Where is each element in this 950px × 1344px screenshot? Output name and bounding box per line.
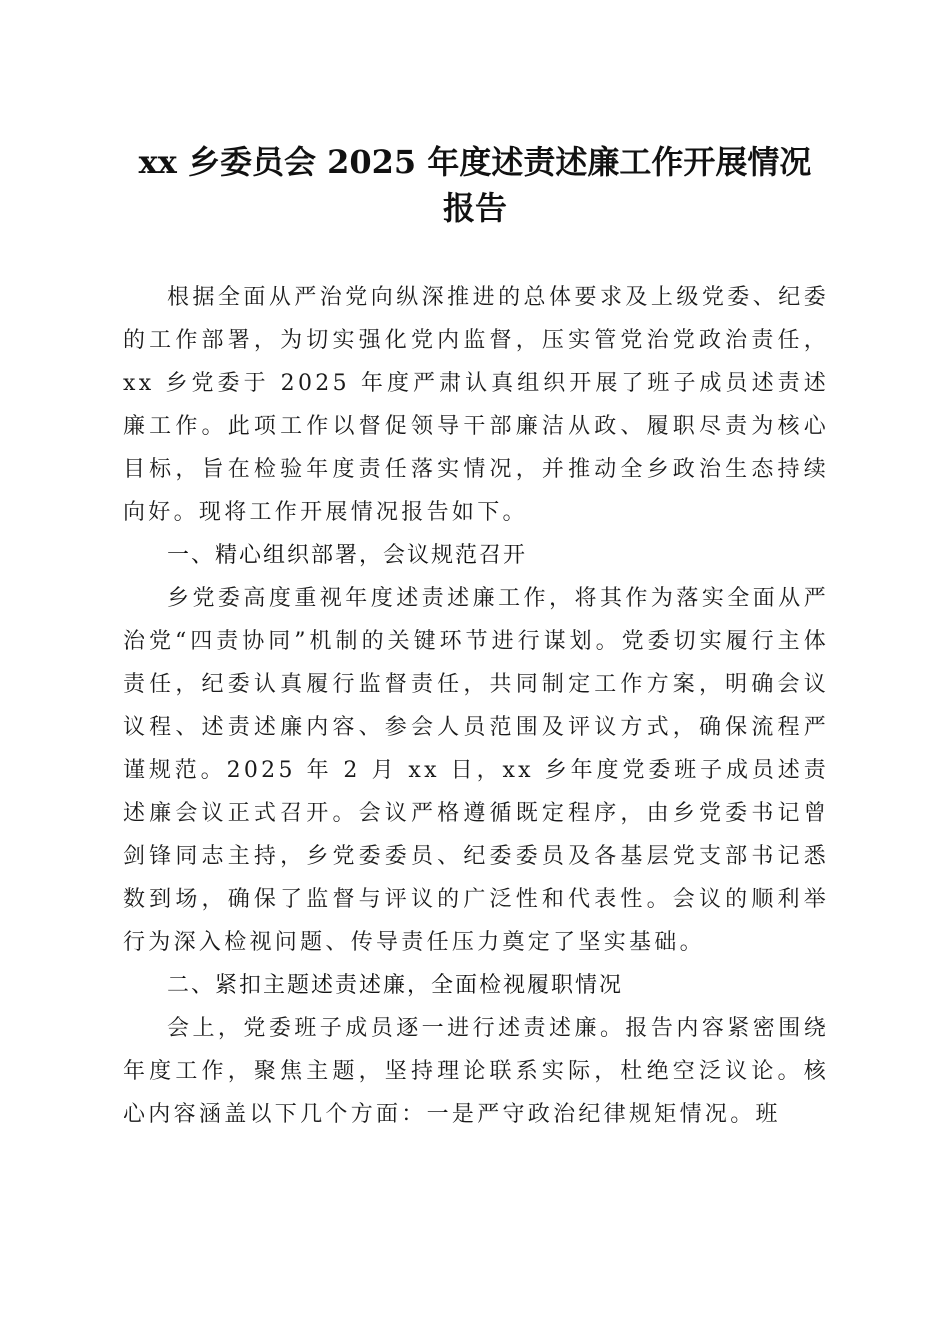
paragraph-intro: 根据全面从严治党向纵深推进的总体要求及上级党委、纪委的工作部署，为切实强化党内监督，压实管党治党政治责任，xx 乡党委于 2025 年度严肃认真组织开展了班子成员述责述廉工作。此项工作以督促领导干部廉洁从政、履职尽责为核心目标，旨在检验年度责任落实情况，并推动全乡政治生态持续向好。现将工作开展情况报告如下。 bbox=[123, 285, 829, 525]
document-title-line-2: 报告 bbox=[442, 189, 507, 227]
section-heading-2: 二、紧扣主题述责述廉，全面检视履职情况 bbox=[167, 973, 624, 998]
paragraph-section-2: 会上，党委班子成员逐一进行述责述廉。报告内容紧密围绕年度工作，聚焦主题，坚持理论联系实际，杜绝空泛议论。核心内容涵盖以下几个方面：一是严守政治纪律规矩情况。班 bbox=[123, 1016, 829, 1127]
section-heading-1: 一、精心组织部署，会议规范召开 bbox=[167, 543, 528, 568]
paragraph-section-1: 乡党委高度重视年度述责述廉工作，将其作为落实全面从严治党“四责协同”机制的关键环节进行谋划。党委切实履行主体责任，纪委认真履行监督责任，共同制定工作方案，明确会议议程、述责述廉内容、参会人员范围及评议方式，确保流程严谨规范。2025 年 2 月 xx 日，xx 乡年度党委班子成员述责述廉会议正式召开。会议严格遵循既定程序，由乡党委书记曾剑锋同志主持，乡党委委员、纪委委员及各基层党支部书记悉数到场，确保了监督与评议的广泛性和代表性。会议的顺利举行为深入检视问题、传导责任压力奠定了坚实基础。 bbox=[123, 586, 829, 955]
document-body bbox=[123, 276, 829, 1136]
document-title-line-1: xx 乡委员会 2025 年度述责述廉工作开展情况 bbox=[138, 143, 812, 181]
